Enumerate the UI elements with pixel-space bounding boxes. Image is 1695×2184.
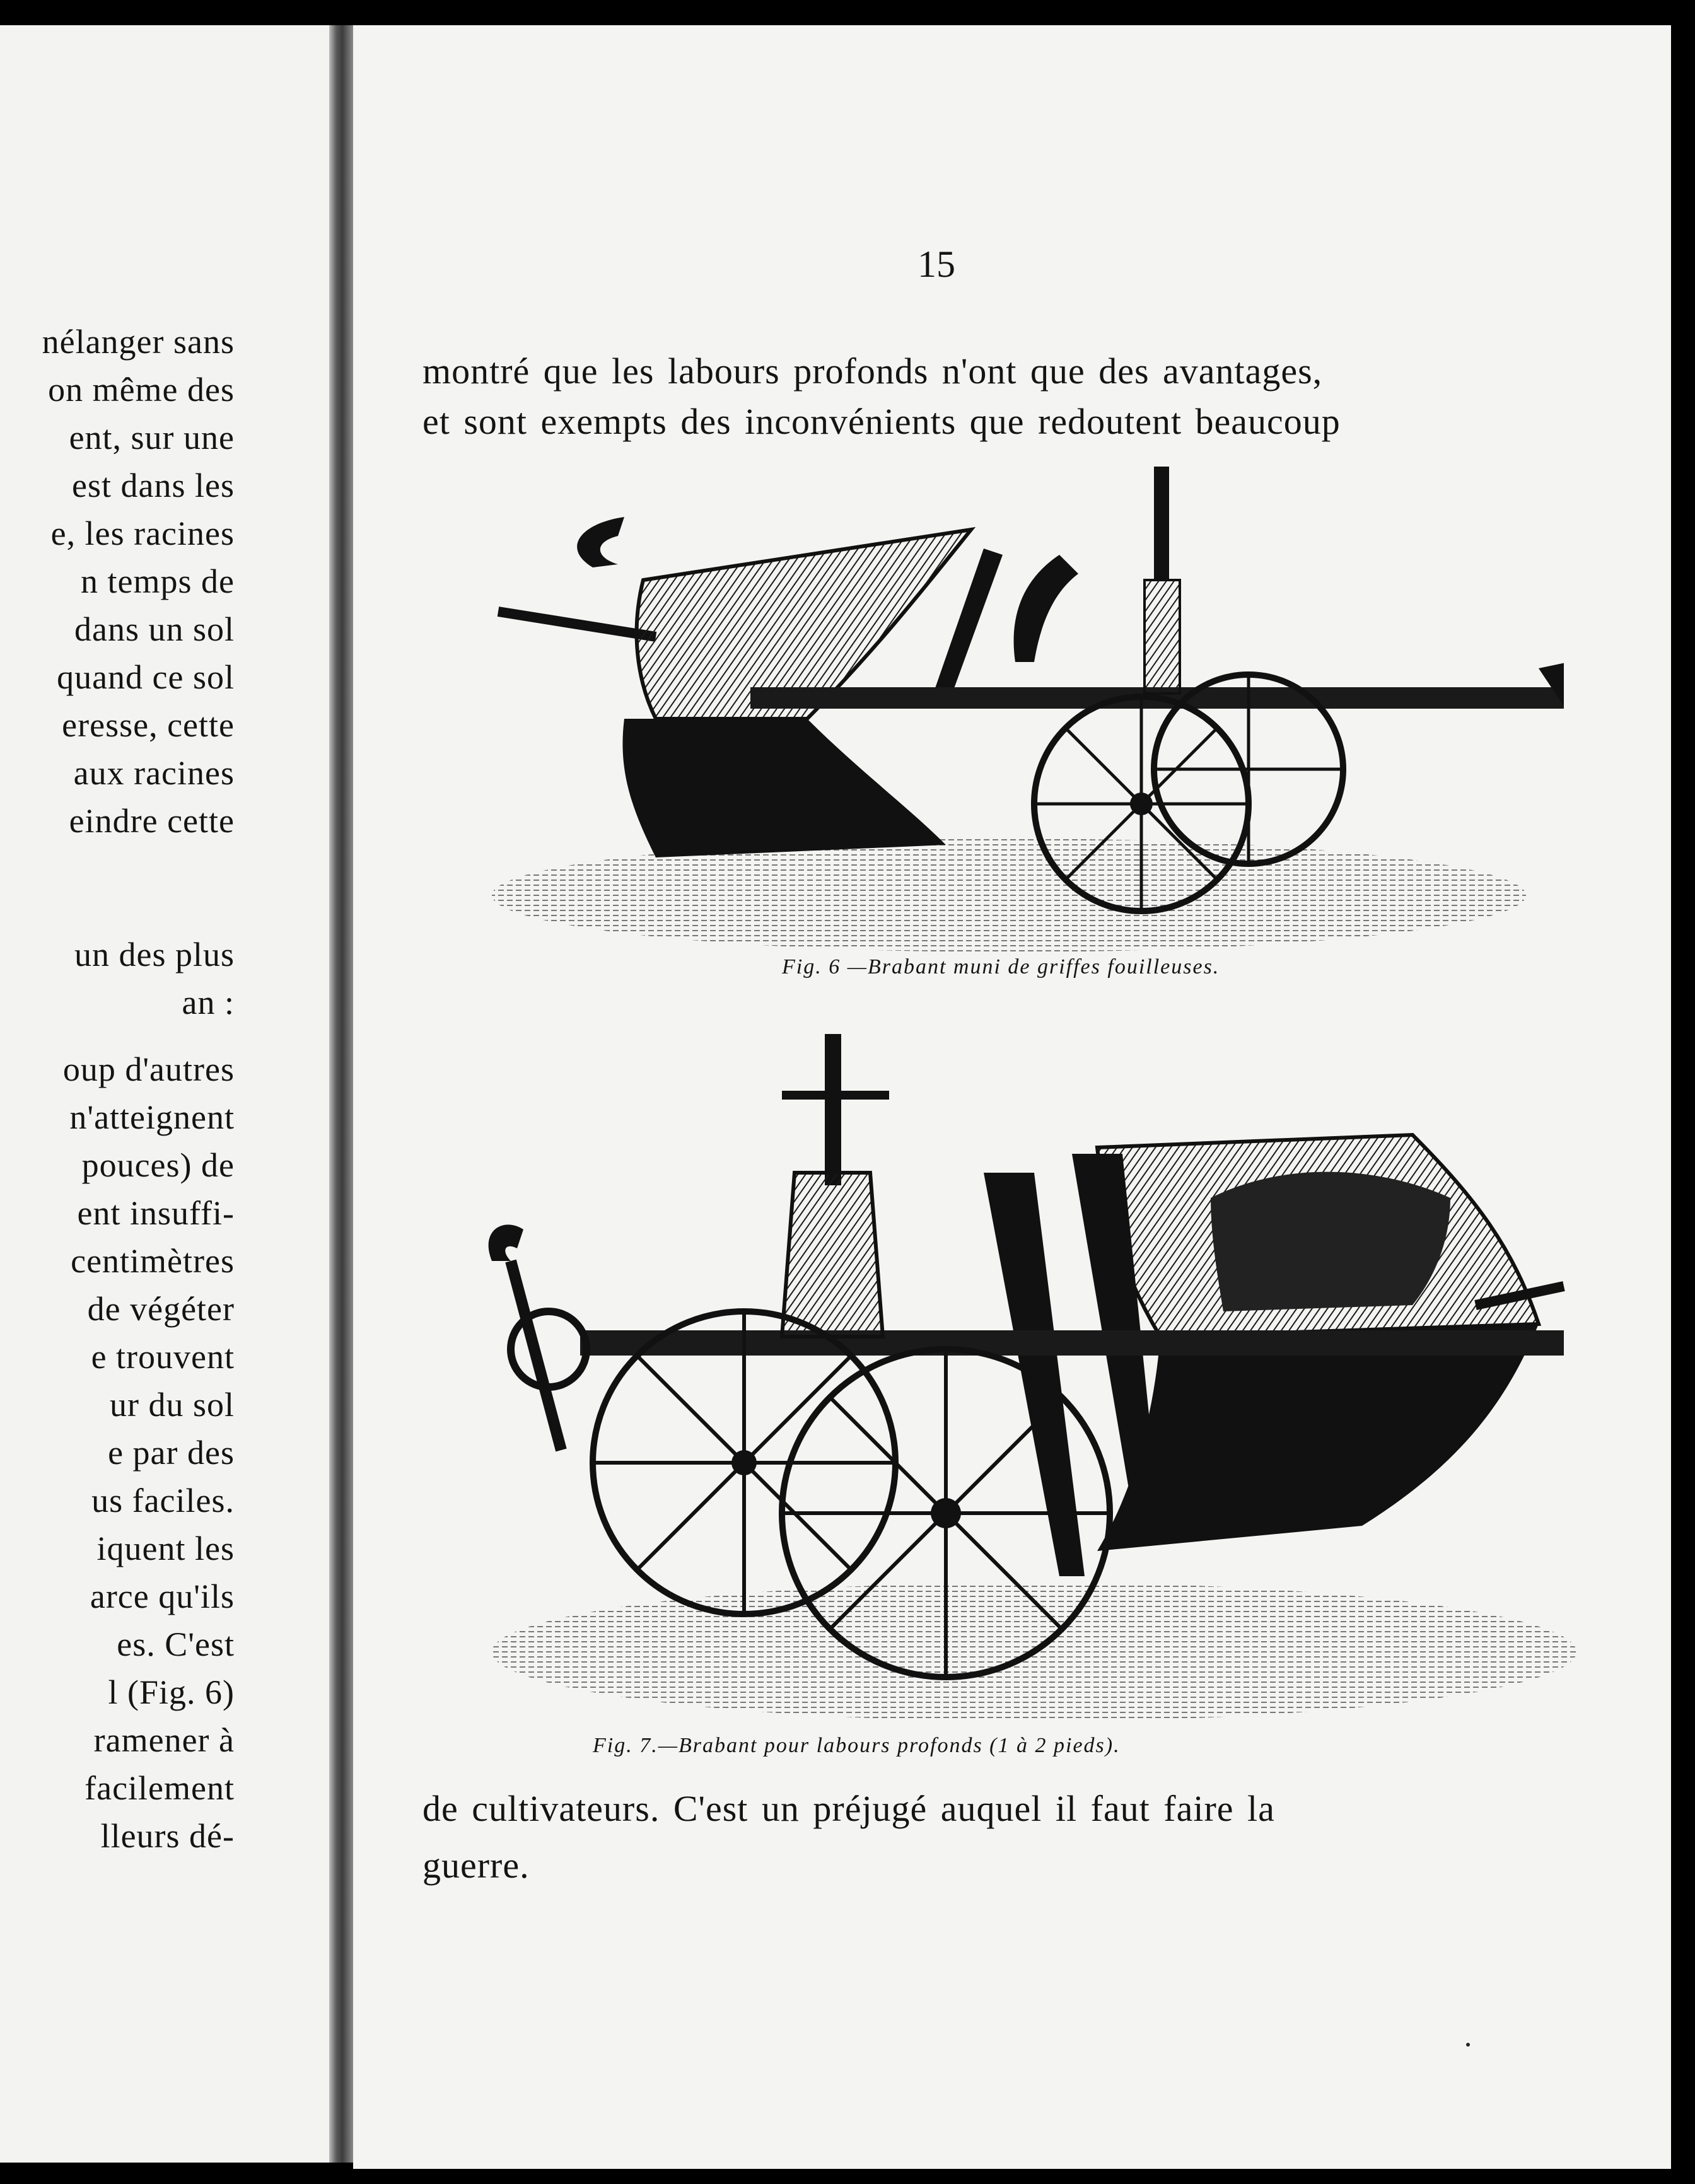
book-gutter: [329, 25, 353, 2163]
body-line-3: de cultivateurs. C'est un préjugé auquel il faut faire la: [422, 1788, 1275, 1829]
left-page-line: e par des: [108, 1434, 235, 1472]
left-page-line: iquent les: [96, 1530, 235, 1567]
left-page-line: ur du sol: [110, 1386, 235, 1424]
plow-engraving-2: [467, 1009, 1589, 1728]
figure-7-caption: Fig. 7.—Brabant pour labours profonds (1 à 2 pieds).: [593, 1734, 1121, 1757]
left-page-line: centimètres: [71, 1242, 235, 1280]
body-line-2: et sont exempts des inconvénients que redoutent beaucoup: [422, 401, 1341, 442]
left-page-line: ramener à: [93, 1721, 235, 1759]
scan-speck: [1466, 2043, 1470, 2047]
left-page-line: e trouvent: [91, 1338, 235, 1376]
figure-7-plow-illustration: [467, 1009, 1589, 1757]
plow-engraving-1: [454, 454, 1564, 971]
left-page-line: dans un sol: [74, 610, 235, 648]
left-page-line: aux racines: [73, 754, 235, 792]
left-page-line: un des plus: [74, 936, 235, 973]
left-page-line: l (Fig. 6): [108, 1673, 235, 1711]
body-line-4: guerre.: [422, 1845, 530, 1886]
page-number: 15: [917, 243, 955, 285]
left-page-line: eindre cette: [69, 802, 235, 840]
left-page-line: n'atteignent: [69, 1098, 235, 1136]
left-page-line: on même des: [48, 371, 235, 409]
left-facing-page: [0, 25, 329, 2163]
left-page-line: quand ce sol: [57, 658, 235, 696]
left-page-line: lleurs dé-: [100, 1817, 235, 1855]
left-page-line: nélanger sans: [42, 323, 235, 361]
left-page-line: n temps de: [81, 562, 235, 600]
left-page-line: ent insuffi-: [77, 1194, 235, 1232]
left-page-line: de végéter: [87, 1290, 235, 1328]
left-page-line: es. C'est: [117, 1625, 235, 1663]
left-page-line: ent, sur une: [69, 419, 235, 456]
left-page-line: arce qu'ils: [90, 1577, 235, 1615]
left-page-line: pouces) de: [81, 1146, 235, 1184]
right-page: [353, 25, 1671, 2169]
left-page-line: facilement: [84, 1769, 235, 1807]
left-page-line: eresse, cette: [62, 706, 235, 744]
left-page-line: us faciles.: [91, 1482, 235, 1519]
figure-6-plow-illustration: [454, 454, 1564, 979]
figure-6-caption: Fig. 6 —Brabant muni de griffes fouilleuses.: [782, 955, 1220, 979]
left-page-line: est dans les: [72, 467, 235, 504]
left-page-line: e, les racines: [50, 514, 235, 552]
left-page-line: oup d'autres: [62, 1050, 235, 1088]
body-line-1: montré que les labours profonds n'ont que des avantages,: [422, 351, 1323, 392]
left-page-line: an :: [182, 984, 235, 1021]
